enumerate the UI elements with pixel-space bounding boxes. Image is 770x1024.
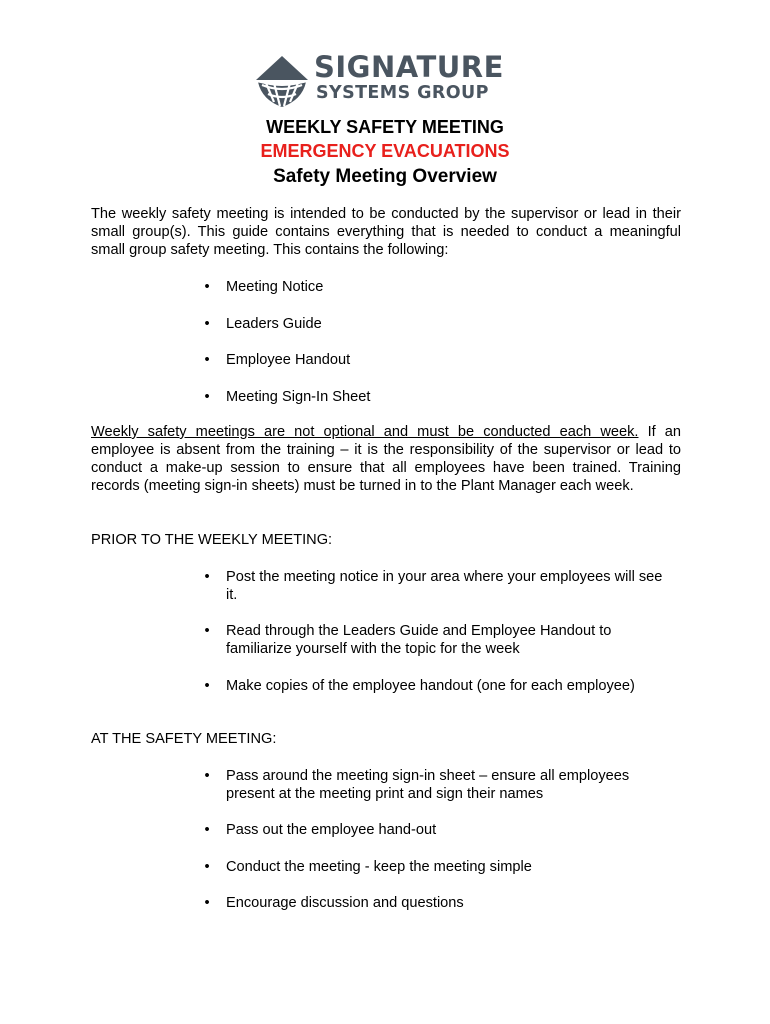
list-item-text: familiarize yourself with the topic for the week — [226, 641, 520, 657]
title-overview: Safety Meeting Overview — [273, 166, 497, 187]
intro-paragraph — [91, 205, 681, 259]
list-item-text: Make copies of the employee handout (one for each employee) — [226, 678, 635, 694]
list-item-text: Employee Handout — [226, 352, 351, 368]
policy-line: records (meeting sign-in sheets) must be turned in to the Plant Manager each week. — [91, 478, 634, 494]
list-item-text: Pass around the meeting sign-in sheet – ensure all employees — [226, 768, 630, 784]
company-logo — [252, 50, 522, 112]
list-item-text: present at the meeting print and sign their names — [226, 786, 544, 802]
bullet-icon: • — [204, 279, 210, 295]
bullet-icon: • — [204, 678, 210, 694]
policy-line — [91, 423, 681, 441]
title-topic: EMERGENCY EVACUATIONS — [260, 141, 510, 161]
bullet-icon: • — [204, 352, 210, 368]
bullet-icon: • — [204, 389, 210, 405]
section-heading-at-meeting: AT THE SAFETY MEETING: — [91, 731, 277, 747]
bullet-icon: • — [204, 859, 210, 875]
logo-text-systems-group: SYSTEMS GROUP — [316, 83, 489, 103]
list-item-text: Leaders Guide — [226, 316, 322, 332]
logo-text-signature: SIGNATURE — [314, 50, 504, 84]
bullet-icon: • — [204, 569, 210, 585]
list-item-text: Meeting Notice — [226, 279, 324, 295]
intro-line: The weekly safety meeting is intended to be conducted by the supervisor or lead in their — [91, 206, 681, 222]
title-weekly-safety-meeting: WEEKLY SAFETY MEETING — [266, 117, 504, 137]
list-item-text: Post the meeting notice in your area where your employees will see — [226, 569, 663, 585]
bullet-icon: • — [204, 623, 210, 639]
list-item-text: Meeting Sign-In Sheet — [226, 389, 371, 405]
bullet-icon: • — [204, 895, 210, 911]
policy-line: conduct a make-up session to ensure that all employees have been trained. Training — [91, 460, 681, 476]
list-item-text: Pass out the employee hand-out — [226, 822, 437, 838]
intro-line: small group safety meeting. This contains the following: — [91, 242, 449, 258]
list-item-text: it. — [226, 587, 238, 603]
logo-mark-icon — [252, 50, 312, 110]
section-heading-prior: PRIOR TO THE WEEKLY MEETING: — [91, 532, 333, 548]
bullet-icon: • — [204, 768, 210, 784]
list-item-text: Read through the Leaders Guide and Employee Handout to — [226, 623, 612, 639]
policy-line1-rest: If an — [647, 424, 682, 440]
policy-line: employee is absent from the training – it is the responsibility of the supervisor or lead to — [91, 442, 681, 458]
intro-line: small group(s). This guide contains everything that is needed to conduct a meaningful — [91, 224, 681, 240]
list-item-text: Conduct the meeting - keep the meeting simple — [226, 859, 532, 875]
policy-paragraph — [91, 423, 681, 495]
bullet-icon: • — [204, 316, 210, 332]
list-item-text: Encourage discussion and questions — [226, 895, 464, 911]
policy-underlined-text: Weekly safety meetings are not optional and must be conducted each week. — [91, 424, 639, 440]
bullet-icon: • — [204, 822, 210, 838]
